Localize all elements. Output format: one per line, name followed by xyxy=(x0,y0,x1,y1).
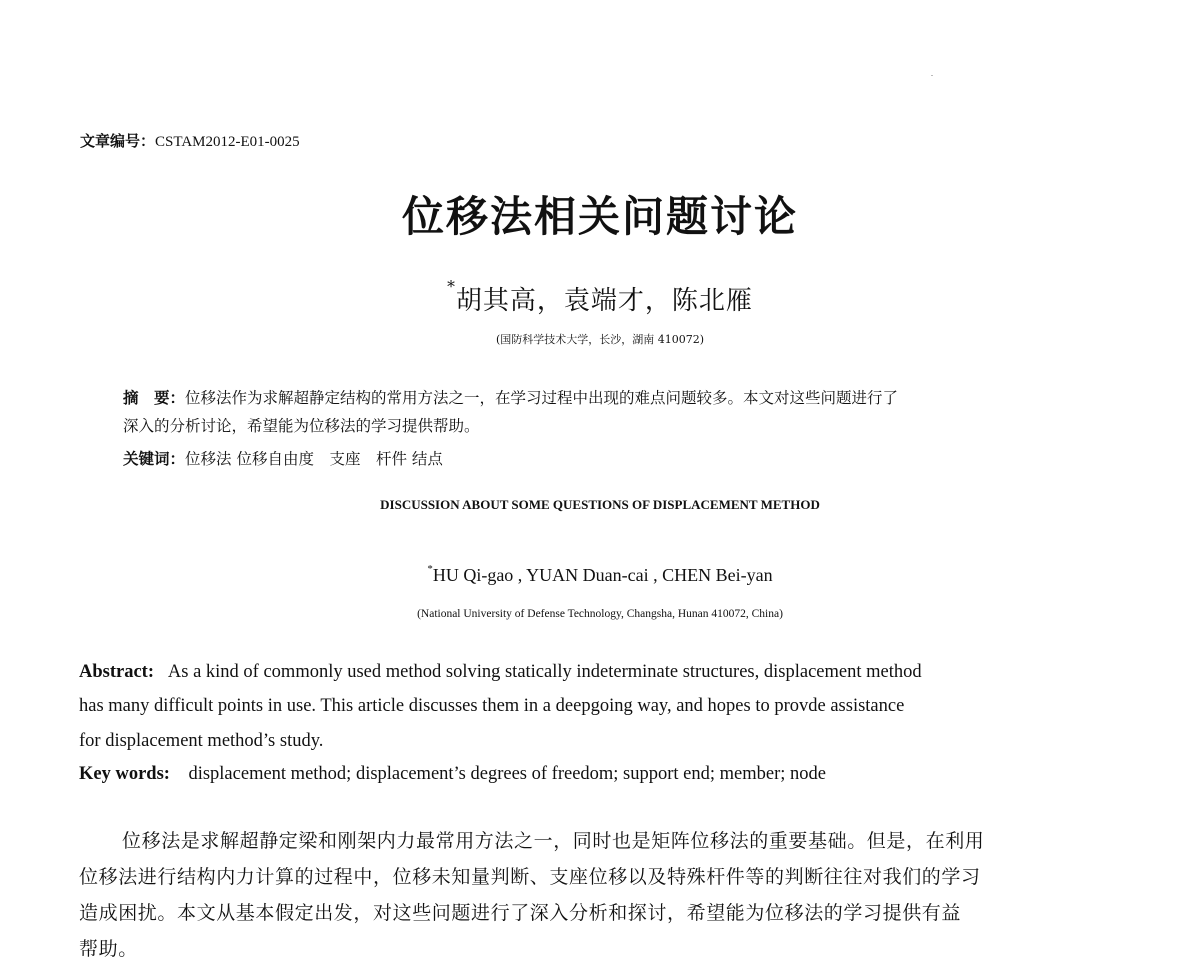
english-keywords-text: displacement method; displacement’s degrees of freedom; support end; member; node xyxy=(188,764,826,784)
chinese-abstract-label: 摘 要： xyxy=(123,388,186,407)
chinese-abstract-line1 xyxy=(123,386,898,408)
article-number-value: CSTAM2012-E01-0025 xyxy=(155,134,300,150)
chinese-authors-names: 胡其高，袁端才，陈北雁 xyxy=(455,286,753,316)
chinese-affiliation: (国防科学技术大学，长沙，湖南 410072) xyxy=(495,333,705,346)
chinese-keywords-text: 位移法 位移自由度 支座 杆件 结点 xyxy=(185,450,443,468)
chinese-title: 位移法相关问题讨论 xyxy=(401,192,798,241)
english-keywords xyxy=(79,764,826,785)
body-paragraph-line1: 位移法是求解超静定梁和刚架内力最常用方法之一，同时也是矩阵位移法的重要基础。但是，在利用 xyxy=(122,830,985,852)
english-abstract-line3: for displacement method’s study. xyxy=(79,731,324,751)
english-authors xyxy=(0,565,1200,586)
english-author-mark: * xyxy=(427,563,433,575)
article-number xyxy=(80,130,300,151)
english-abstract-text1: As a kind of commonly used method solving statically indeterminate structures, displacement method xyxy=(167,662,922,682)
chinese-abstract-line2: 深入的分析讨论，希望能为位移法的学习提供帮助。 xyxy=(123,417,480,435)
chinese-abstract-text1: 位移法作为求解超静定结构的常用方法之一，在学习过程中出现的难点问题较多。本文对这些问题进行了 xyxy=(185,389,899,407)
article-number-label: 文章编号： xyxy=(80,132,156,150)
english-abstract-label: Abstract: xyxy=(79,662,155,682)
body-paragraph-line4: 帮助。 xyxy=(79,938,138,960)
english-authors-names: HU Qi-gao , YUAN Duan-cai , CHEN Bei-yan xyxy=(432,565,773,585)
english-affiliation: (National University of Defense Technology, Changsha, Hunan 410072, China) xyxy=(417,608,783,620)
body-paragraph-line2: 位移法进行结构内力计算的过程中，位移未知量判断、支座位移以及特殊杆件等的判断往往对我们的学习 xyxy=(79,866,981,888)
english-title: DISCUSSION ABOUT SOME QUESTIONS OF DISPLACEMENT METHOD xyxy=(380,497,820,512)
chinese-author-mark: * xyxy=(447,278,456,296)
chinese-authors xyxy=(0,280,1200,317)
scan-speck xyxy=(931,75,933,76)
english-abstract-line1 xyxy=(79,662,922,683)
chinese-keywords-label: 关键词： xyxy=(123,449,186,468)
english-keywords-label: Key words: xyxy=(79,764,170,784)
body-paragraph-line3: 造成困扰。本文从基本假定出发，对这些问题进行了深入分析和探讨，希望能为位移法的学习提供有益 xyxy=(79,902,962,924)
english-abstract-line2: has many difficult points in use. This article discusses them in a deepgoing way, and hopes to provde assistance xyxy=(79,696,905,716)
chinese-keywords xyxy=(123,447,443,469)
